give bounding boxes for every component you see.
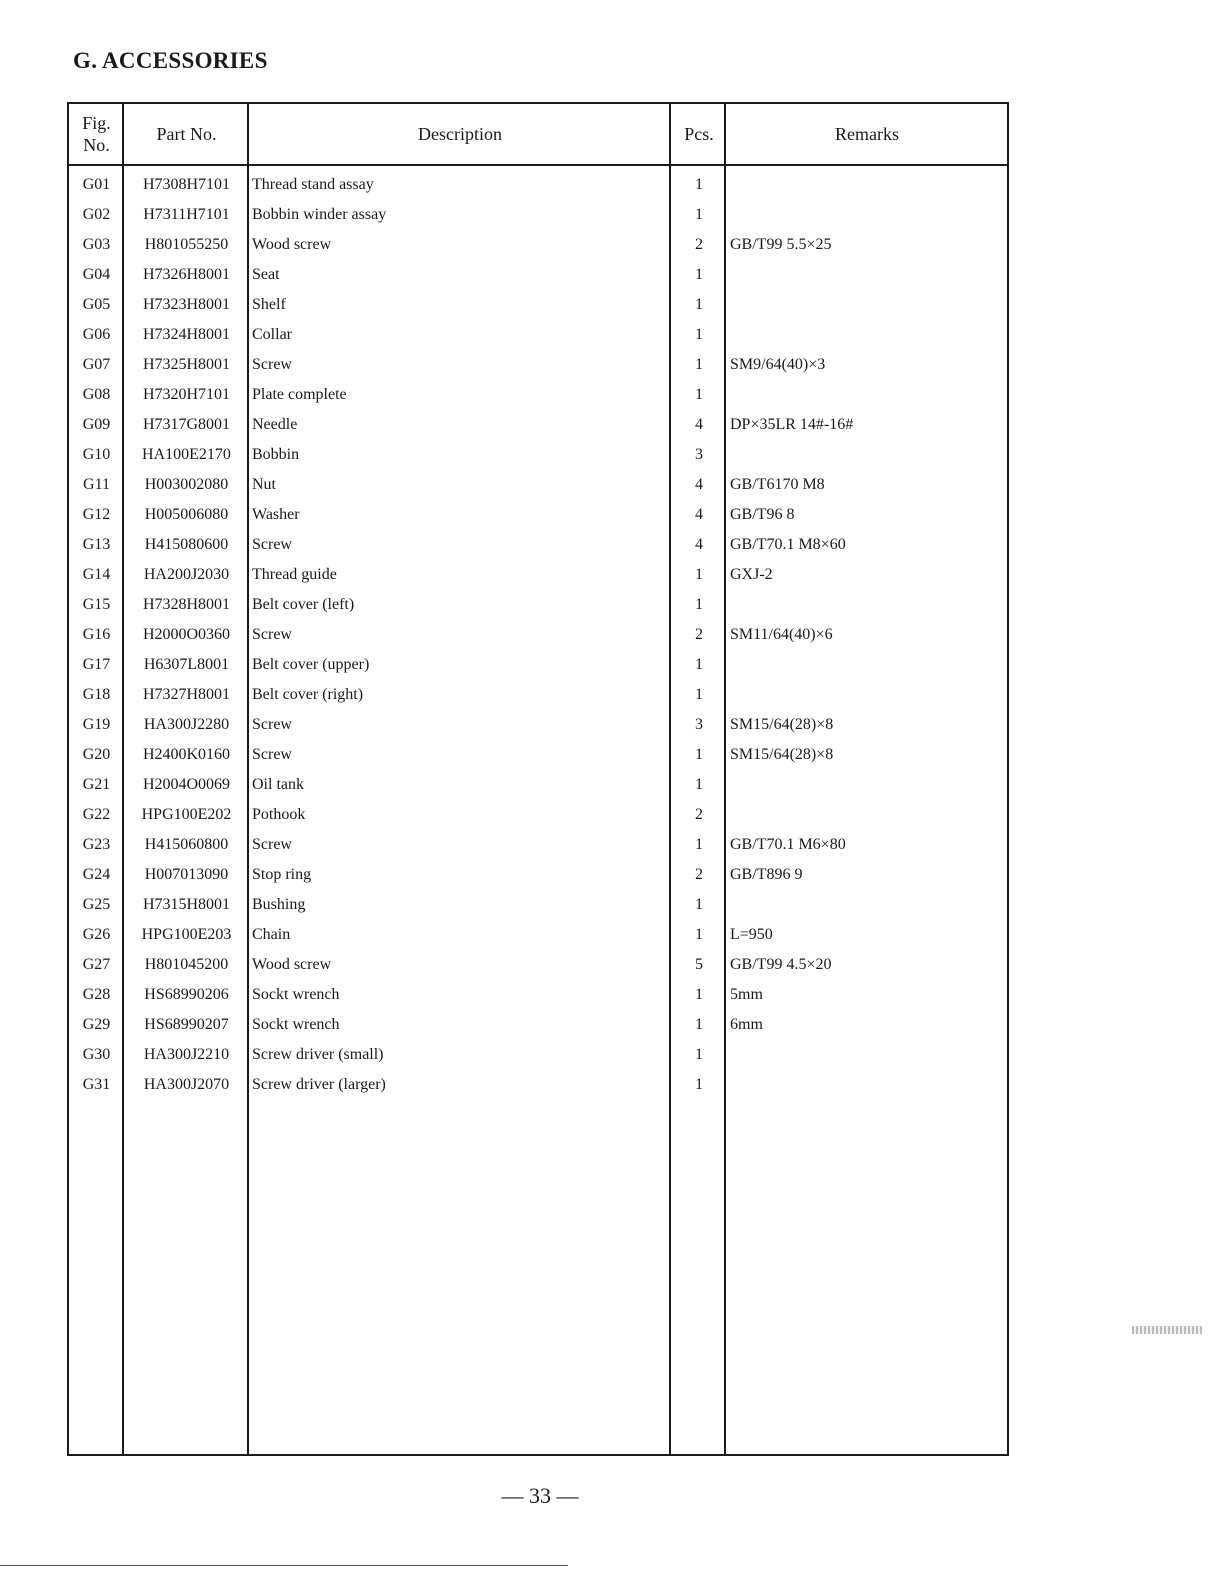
remarks-cell bbox=[727, 320, 1007, 350]
pcs-cell: 1 bbox=[695, 176, 703, 193]
part-no-cell: H7317G8001 bbox=[142, 416, 231, 433]
table-row bbox=[69, 740, 1007, 770]
fig-cell: G08 bbox=[82, 386, 111, 403]
pcs-cell: 2 bbox=[695, 236, 703, 253]
remarks-cell: L=950 bbox=[730, 926, 773, 943]
fig-cell: G13 bbox=[82, 536, 111, 553]
remarks-cell: SM9/64(40)×3 bbox=[730, 356, 826, 373]
table-row bbox=[69, 590, 1007, 620]
part-no-cell: H7311H7101 bbox=[143, 206, 230, 223]
description-cell: Screw bbox=[252, 536, 292, 553]
part-no-cell: H7323H8001 bbox=[142, 296, 231, 313]
pcs-cell: 3 bbox=[695, 446, 703, 463]
part-no-cell: H801055250 bbox=[144, 236, 229, 253]
column-rule bbox=[669, 104, 671, 1454]
column-rule bbox=[247, 104, 249, 1454]
table-header-row bbox=[69, 104, 1007, 165]
part-no-cell: H415060800 bbox=[144, 836, 229, 853]
remarks-cell bbox=[727, 770, 1007, 800]
description-cell: Bushing bbox=[252, 896, 306, 913]
fig-cell: G07 bbox=[82, 356, 111, 373]
pcs-cell: 1 bbox=[695, 1016, 703, 1033]
part-no-cell: HPG100E203 bbox=[141, 926, 232, 943]
table-row bbox=[69, 380, 1007, 410]
description-cell: Sockt wrench bbox=[252, 986, 340, 1003]
remarks-cell: GXJ-2 bbox=[730, 566, 773, 583]
header-description: Description bbox=[249, 104, 671, 165]
pcs-cell: 5 bbox=[695, 956, 703, 973]
remarks-cell bbox=[727, 1040, 1007, 1070]
part-no-cell: H7327H8001 bbox=[142, 686, 231, 703]
pcs-cell: 1 bbox=[695, 356, 703, 373]
fig-cell: G16 bbox=[82, 626, 111, 643]
pcs-cell: 1 bbox=[695, 206, 703, 223]
table-row bbox=[69, 710, 1007, 740]
remarks-cell: GB/T896 9 bbox=[730, 866, 803, 883]
pcs-cell: 3 bbox=[695, 716, 703, 733]
part-no-cell: H6307L8001 bbox=[143, 656, 230, 673]
fig-cell: G23 bbox=[82, 836, 111, 853]
remarks-cell: DP×35LR 14#-16# bbox=[730, 416, 854, 433]
fig-cell: G31 bbox=[82, 1076, 111, 1093]
pcs-cell: 1 bbox=[695, 986, 703, 1003]
fig-cell: G26 bbox=[82, 926, 111, 943]
part-no-cell: H003002080 bbox=[144, 476, 229, 493]
table-row bbox=[69, 530, 1007, 560]
description-cell: Needle bbox=[252, 416, 298, 433]
remarks-cell: GB/T6170 M8 bbox=[730, 476, 825, 493]
fig-cell: G19 bbox=[82, 716, 111, 733]
pcs-cell: 1 bbox=[695, 596, 703, 613]
pcs-cell: 1 bbox=[695, 386, 703, 403]
remarks-cell bbox=[727, 440, 1007, 470]
table-row bbox=[69, 920, 1007, 950]
pcs-cell: 1 bbox=[695, 266, 703, 283]
fig-cell: G15 bbox=[82, 596, 111, 613]
description-cell: Screw bbox=[252, 356, 292, 373]
fig-cell: G18 bbox=[82, 686, 111, 703]
fig-cell: G05 bbox=[82, 296, 111, 313]
table-row bbox=[69, 680, 1007, 710]
description-cell: Screw driver (small) bbox=[252, 1046, 384, 1063]
part-no-cell: HA200J2030 bbox=[143, 566, 230, 583]
fig-cell: G03 bbox=[82, 236, 111, 253]
table-row bbox=[69, 890, 1007, 920]
table-row bbox=[69, 650, 1007, 680]
description-cell: Oil tank bbox=[252, 776, 304, 793]
part-no-cell: H801045200 bbox=[144, 956, 229, 973]
table-row bbox=[69, 410, 1007, 440]
column-rule bbox=[122, 104, 124, 1454]
pcs-cell: 1 bbox=[695, 776, 703, 793]
table-row bbox=[69, 320, 1007, 350]
fig-cell: G10 bbox=[82, 446, 111, 463]
pcs-cell: 1 bbox=[695, 686, 703, 703]
remarks-cell bbox=[727, 165, 1007, 200]
pcs-cell: 1 bbox=[695, 296, 703, 313]
part-no-cell: HA300J2070 bbox=[143, 1076, 230, 1093]
description-cell: Nut bbox=[252, 476, 276, 493]
pcs-cell: 4 bbox=[695, 476, 703, 493]
remarks-cell: GB/T96 8 bbox=[730, 506, 795, 523]
description-cell: Bobbin bbox=[252, 446, 300, 463]
parts-table-frame bbox=[67, 102, 1009, 1456]
description-cell: Chain bbox=[252, 926, 291, 943]
table-row bbox=[69, 165, 1007, 200]
description-cell: Screw bbox=[252, 746, 292, 763]
description-cell: Stop ring bbox=[252, 866, 312, 883]
fig-cell: G21 bbox=[82, 776, 111, 793]
remarks-cell bbox=[727, 260, 1007, 290]
fig-cell: G17 bbox=[82, 656, 111, 673]
header-part-no: Part No. bbox=[124, 104, 249, 165]
table-row bbox=[69, 800, 1007, 830]
part-no-cell: HPG100E202 bbox=[141, 806, 232, 823]
fig-cell: G20 bbox=[82, 746, 111, 763]
remarks-cell: 5mm bbox=[730, 986, 763, 1003]
table-row bbox=[69, 260, 1007, 290]
fig-cell: G22 bbox=[82, 806, 111, 823]
description-cell: Washer bbox=[252, 506, 300, 523]
pcs-cell: 1 bbox=[695, 746, 703, 763]
part-no-cell: HA300J2210 bbox=[143, 1046, 230, 1063]
table-row bbox=[69, 770, 1007, 800]
description-cell: Bobbin winder assay bbox=[252, 206, 387, 223]
table-row bbox=[69, 470, 1007, 500]
part-no-cell: H2004O0069 bbox=[142, 776, 231, 793]
part-no-cell: H7326H8001 bbox=[142, 266, 231, 283]
pcs-cell: 1 bbox=[695, 896, 703, 913]
header-fig-no: Fig. No. bbox=[69, 104, 124, 165]
table-row bbox=[69, 200, 1007, 230]
pcs-cell: 1 bbox=[695, 926, 703, 943]
remarks-cell bbox=[727, 800, 1007, 830]
remarks-cell: GB/T70.1 M6×80 bbox=[730, 836, 846, 853]
table-row bbox=[69, 440, 1007, 470]
description-cell: Belt cover (right) bbox=[252, 686, 364, 703]
part-no-cell: H7325H8001 bbox=[142, 356, 231, 373]
description-cell: Screw driver (larger) bbox=[252, 1076, 386, 1093]
pcs-cell: 1 bbox=[695, 836, 703, 853]
part-no-cell: HS68990206 bbox=[144, 986, 229, 1003]
description-cell: Plate complete bbox=[252, 386, 347, 403]
pcs-cell: 2 bbox=[695, 626, 703, 643]
table-row bbox=[69, 860, 1007, 890]
part-no-cell: H7324H8001 bbox=[142, 326, 231, 343]
description-cell: Shelf bbox=[252, 296, 286, 313]
table-row bbox=[69, 1070, 1007, 1100]
scan-edge-rule bbox=[0, 1565, 568, 1566]
column-rule bbox=[724, 104, 726, 1454]
pcs-cell: 2 bbox=[695, 806, 703, 823]
fig-cell: G29 bbox=[82, 1016, 111, 1033]
part-no-cell: HS68990207 bbox=[144, 1016, 229, 1033]
fig-cell: G12 bbox=[82, 506, 111, 523]
description-cell: Belt cover (upper) bbox=[252, 656, 370, 673]
table-row bbox=[69, 830, 1007, 860]
remarks-cell bbox=[727, 1070, 1007, 1100]
remarks-cell bbox=[727, 380, 1007, 410]
part-no-cell: H7320H7101 bbox=[142, 386, 231, 403]
description-cell: Thread stand assay bbox=[252, 176, 374, 193]
table-row bbox=[69, 350, 1007, 380]
fig-cell: G01 bbox=[82, 176, 111, 193]
pcs-cell: 1 bbox=[695, 1046, 703, 1063]
fig-cell: G02 bbox=[82, 206, 111, 223]
remarks-cell bbox=[727, 200, 1007, 230]
remarks-cell: SM15/64(28)×8 bbox=[730, 716, 834, 733]
page-number: — 33 — bbox=[501, 1483, 579, 1508]
part-no-cell: HA300J2280 bbox=[143, 716, 230, 733]
table-row bbox=[69, 620, 1007, 650]
pcs-cell: 4 bbox=[695, 506, 703, 523]
remarks-cell bbox=[727, 650, 1007, 680]
pcs-cell: 2 bbox=[695, 866, 703, 883]
description-cell: Sockt wrench bbox=[252, 1016, 340, 1033]
part-no-cell: H7315H8001 bbox=[142, 896, 231, 913]
remarks-cell bbox=[727, 290, 1007, 320]
page-title: G. ACCESSORIES bbox=[73, 48, 268, 73]
table-row bbox=[69, 560, 1007, 590]
part-no-cell: H415080600 bbox=[144, 536, 229, 553]
part-no-cell: H007013090 bbox=[144, 866, 229, 883]
remarks-cell bbox=[727, 890, 1007, 920]
description-cell: Collar bbox=[252, 326, 292, 343]
remarks-cell: GB/T99 5.5×25 bbox=[730, 236, 832, 253]
remarks-cell: GB/T70.1 M8×60 bbox=[730, 536, 846, 553]
table-row bbox=[69, 980, 1007, 1010]
remarks-cell: GB/T99 4.5×20 bbox=[730, 956, 832, 973]
description-cell: Screw bbox=[252, 836, 292, 853]
remarks-cell: 6mm bbox=[730, 1016, 763, 1033]
pcs-cell: 4 bbox=[695, 536, 703, 553]
description-cell: Wood screw bbox=[252, 236, 332, 253]
part-no-cell: H005006080 bbox=[144, 506, 229, 523]
description-cell: Seat bbox=[252, 266, 280, 283]
table-row bbox=[69, 1010, 1007, 1040]
pcs-cell: 1 bbox=[695, 656, 703, 673]
header-remarks: Remarks bbox=[727, 104, 1007, 165]
part-no-cell: H2000O0360 bbox=[142, 626, 231, 643]
pcs-cell: 1 bbox=[695, 1076, 703, 1093]
part-no-cell: H7308H7101 bbox=[142, 176, 231, 193]
fig-cell: G24 bbox=[82, 866, 111, 883]
fig-cell: G04 bbox=[82, 266, 111, 283]
scan-artifact bbox=[1132, 1326, 1202, 1334]
fig-cell: G30 bbox=[82, 1046, 111, 1063]
part-no-cell: HA100E2170 bbox=[142, 446, 231, 463]
table-row bbox=[69, 290, 1007, 320]
table-row bbox=[69, 950, 1007, 980]
part-no-cell: H7328H8001 bbox=[142, 596, 231, 613]
parts-table bbox=[69, 104, 1007, 1100]
table-row bbox=[69, 1040, 1007, 1070]
pcs-cell: 1 bbox=[695, 566, 703, 583]
fig-cell: G09 bbox=[82, 416, 111, 433]
fig-cell: G11 bbox=[83, 476, 110, 493]
fig-cell: G14 bbox=[82, 566, 111, 583]
remarks-cell: SM15/64(28)×8 bbox=[730, 746, 834, 763]
table-row bbox=[69, 500, 1007, 530]
description-cell: Screw bbox=[252, 626, 292, 643]
fig-cell: G06 bbox=[82, 326, 111, 343]
pcs-cell: 1 bbox=[695, 326, 703, 343]
remarks-cell bbox=[727, 590, 1007, 620]
pcs-cell: 4 bbox=[695, 416, 703, 433]
description-cell: Wood screw bbox=[252, 956, 332, 973]
description-cell: Belt cover (left) bbox=[252, 596, 355, 613]
part-no-cell: H2400K0160 bbox=[142, 746, 231, 763]
header-pcs: Pcs. bbox=[671, 104, 727, 165]
fig-cell: G27 bbox=[82, 956, 111, 973]
description-cell: Thread guide bbox=[252, 566, 337, 583]
remarks-cell: SM11/64(40)×6 bbox=[730, 626, 833, 643]
table-row bbox=[69, 230, 1007, 260]
remarks-cell bbox=[727, 680, 1007, 710]
fig-cell: G25 bbox=[82, 896, 111, 913]
description-cell: Screw bbox=[252, 716, 292, 733]
description-cell: Pothook bbox=[252, 806, 306, 823]
fig-cell: G28 bbox=[82, 986, 111, 1003]
